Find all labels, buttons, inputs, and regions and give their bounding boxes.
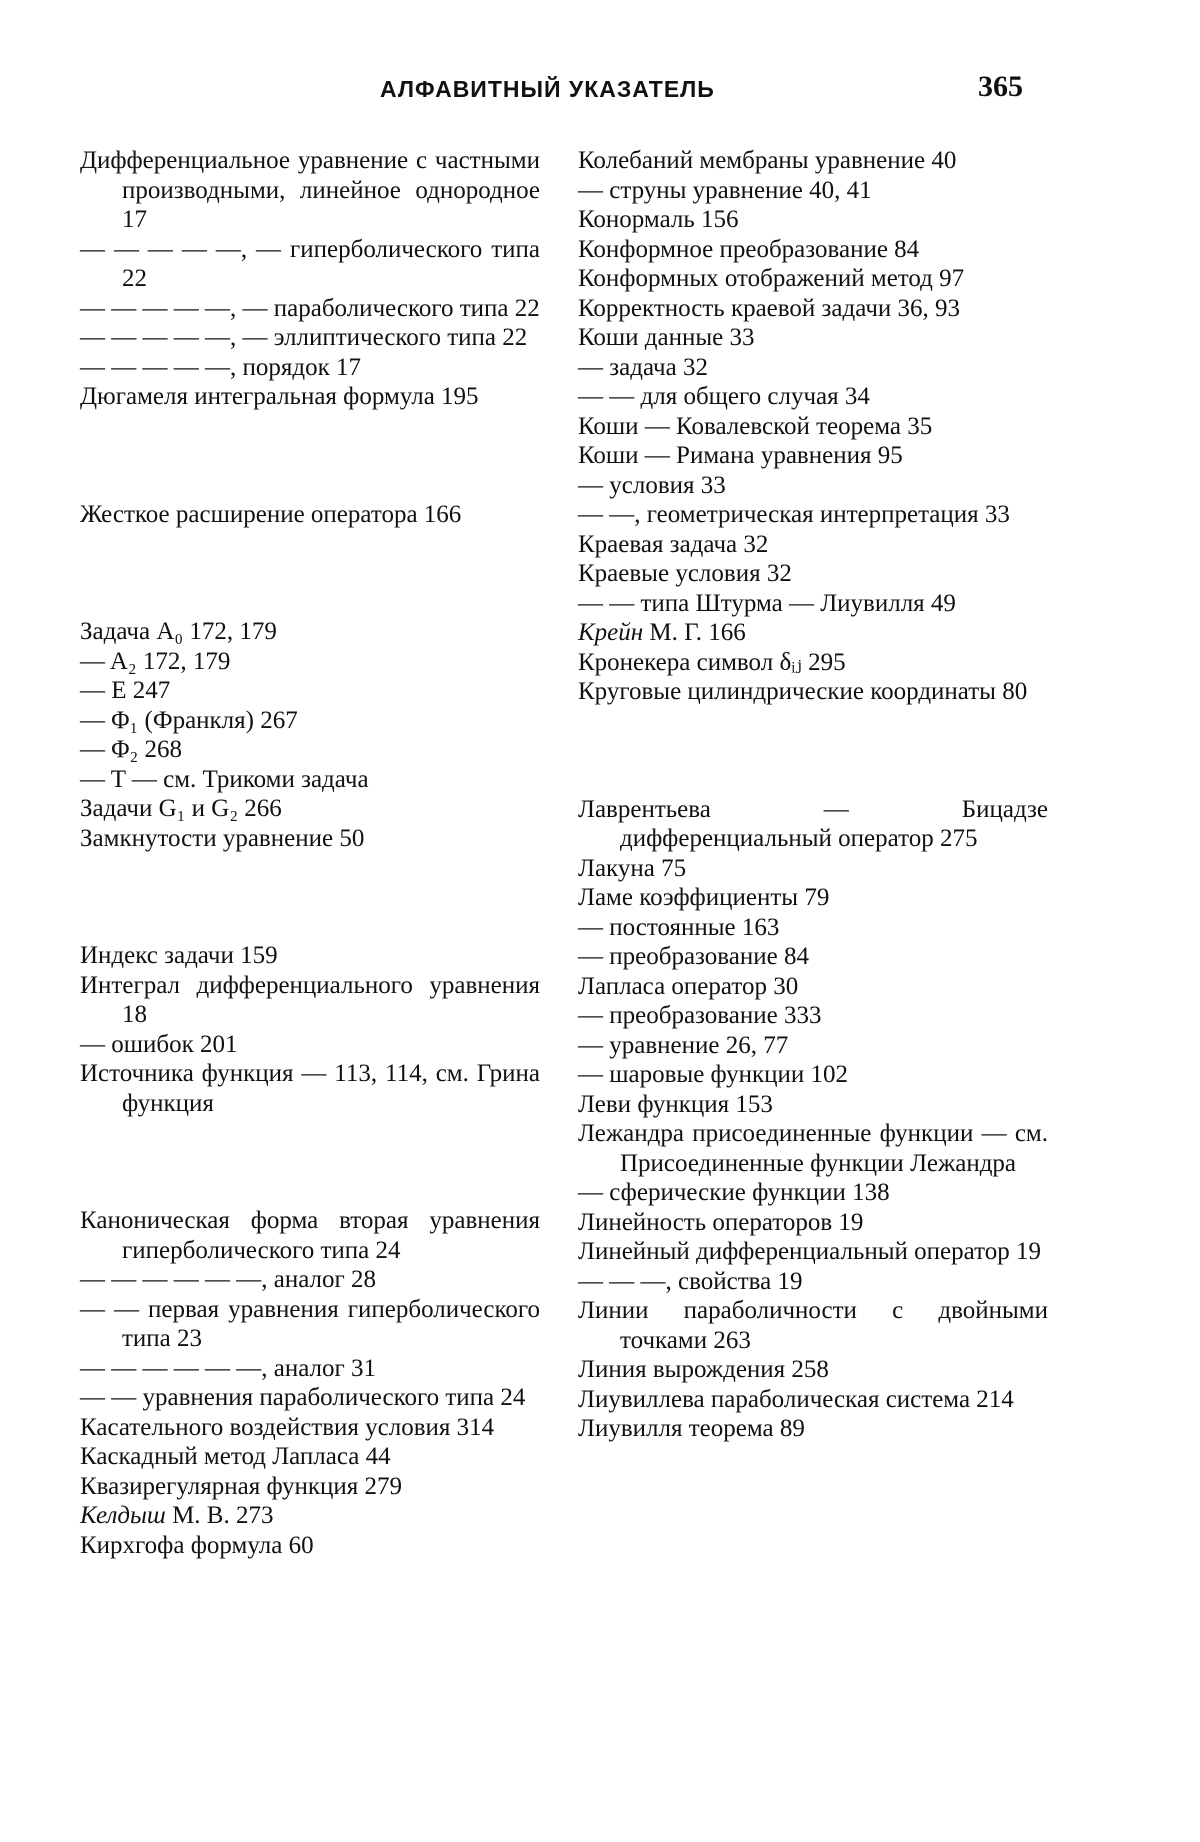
index-entry: — A₂ 172, 179 [80, 647, 231, 675]
index-entry: Коши данные 33 [578, 324, 755, 351]
index-entry: Линии параболичности с двойными точками 263 [578, 1297, 1048, 1354]
index-entry: — T — см. Трикоми задача [80, 765, 369, 793]
index-entry: Линейность операторов 19 [578, 1208, 864, 1236]
index-entry: — — —, свойства 19 [578, 1267, 803, 1295]
index-entry: Индекс задачи 159 [80, 942, 278, 969]
index-entry: Краевая задача 32 [578, 530, 769, 558]
index-entry: — уравнение 26, 77 [578, 1031, 789, 1059]
author-name: Келдыш [80, 1502, 166, 1529]
index-entry: — ошибок 201 [80, 1030, 238, 1058]
index-entry: Краевые условия 32 [578, 560, 792, 587]
index-column-right [578, 146, 1048, 1444]
index-entry: — сферические функции 138 [578, 1179, 890, 1206]
index-entry: — — первая уравнения гиперболического типа 23 [80, 1295, 540, 1352]
index-entry: Круговые цилиндрические координаты 80 [578, 678, 1028, 705]
index-entry: Колебаний мембраны уравнение 40 [578, 147, 957, 174]
index-entry: Интеграл дифференциального уравнения 18 [80, 971, 540, 1028]
section-gap [578, 707, 1048, 795]
index-entry: — — — — — —, аналог 28 [80, 1266, 377, 1293]
index-entry: — шаровые функции 102 [578, 1061, 849, 1088]
index-entry: — — — — — —, аналог 31 [80, 1354, 377, 1382]
index-entry: Лиувилля теорема 89 [578, 1415, 805, 1442]
section-gap [80, 1118, 540, 1206]
index-column-left [80, 146, 540, 1560]
index-entry: — — — — —, — параболического типа 22 [80, 294, 540, 322]
index-entry: Источника функция — 113, 114, см. Грина функция [80, 1060, 540, 1117]
index-entry: — —, геометрическая интерпретация 33 [578, 501, 1010, 528]
index-entry: — условия 33 [578, 471, 726, 499]
index-entry: — преобразование 333 [578, 1002, 822, 1029]
index-entry: — Φ₂ 268 [80, 736, 182, 763]
index-entry: Лаврентьева — Бицадзе дифференциальный оператор 275 [578, 795, 1048, 852]
index-entry: Леви функция 153 [578, 1090, 773, 1118]
section-gap [80, 853, 540, 941]
index-entry: Конормаль 156 [578, 206, 739, 233]
index-entry: — струны уравнение 40, 41 [578, 176, 872, 204]
section-gap [80, 529, 540, 617]
index-entry: Лежандра присоединенные функции — см. Присоединенные функции Лежандра [578, 1120, 1048, 1177]
index-entry: — — типа Штурма — Лиувилля 49 [578, 589, 956, 617]
index-entry: Крейн М. Г. 166 [578, 619, 746, 646]
index-entry: Каскадный метод Лапласа 44 [80, 1443, 391, 1470]
index-entry: Квазирегулярная функция 279 [80, 1472, 403, 1500]
index-entry: Линия вырождения 258 [578, 1356, 829, 1383]
page-header [0, 70, 1200, 116]
index-entry: — — для общего случая 34 [578, 383, 870, 410]
index-entry: — постоянные 163 [578, 913, 780, 941]
index-entry: Линейный дифференциальный оператор 19 [578, 1238, 1041, 1265]
index-entry: — — — — —, порядок 17 [80, 353, 361, 381]
index-entry: Конформное преобразование 84 [578, 235, 920, 263]
index-entry: Кирхгофа формула 60 [80, 1531, 314, 1559]
index-entry: Жесткое расширение оператора 166 [80, 500, 462, 528]
index-entry: — — уравнения параболического типа 24 [80, 1384, 526, 1411]
index-entry: Ламе коэффициенты 79 [578, 884, 830, 911]
index-entry: Задача A₀ 172, 179 [80, 618, 277, 645]
section-gap [80, 412, 540, 500]
running-title: АЛФАВИТНЫЙ УКАЗАТЕЛЬ [380, 76, 715, 102]
index-entry: Дифференциальное уравнение с частными производными, линейное однородное 17 [80, 147, 540, 233]
index-entry: — — — — —, — эллиптического типа 22 [80, 324, 528, 351]
index-entry: Корректность краевой задачи 36, 93 [578, 294, 961, 322]
index-entry: Замкнутости уравнение 50 [80, 824, 365, 852]
index-entry: Коши — Ковалевской теорема 35 [578, 412, 933, 440]
page-number: 365 [978, 70, 1023, 103]
index-entry: Лиувиллева параболическая система 214 [578, 1385, 1014, 1413]
index-entry: Лакуна 75 [578, 854, 687, 882]
author-name: Крейн [578, 619, 644, 646]
index-entry: Каноническая форма вторая уравнения гиперболического типа 24 [80, 1207, 540, 1264]
index-entry: Касательного воздействия условия 314 [80, 1413, 495, 1441]
index-entry: Лапласа оператор 30 [578, 972, 799, 1000]
index-entry: Келдыш М. В. 273 [80, 1502, 274, 1529]
index-entry: Коши — Римана уравнения 95 [578, 442, 903, 469]
index-entry: — E 247 [80, 677, 171, 704]
index-entry: Конформных отображений метод 97 [578, 265, 965, 292]
index-entry: Кронекера символ δᵢⱼ 295 [578, 648, 846, 676]
index-entry: — Φ₁ (Франкля) 267 [80, 706, 298, 734]
index-entry: Задачи G₁ и G₂ 266 [80, 795, 282, 822]
index-entry: Дюгамеля интегральная формула 195 [80, 383, 479, 410]
index-entry: — — — — —, — гиперболического типа 22 [80, 235, 540, 292]
index-entry: — преобразование 84 [578, 943, 809, 970]
index-entry: — задача 32 [578, 353, 708, 381]
